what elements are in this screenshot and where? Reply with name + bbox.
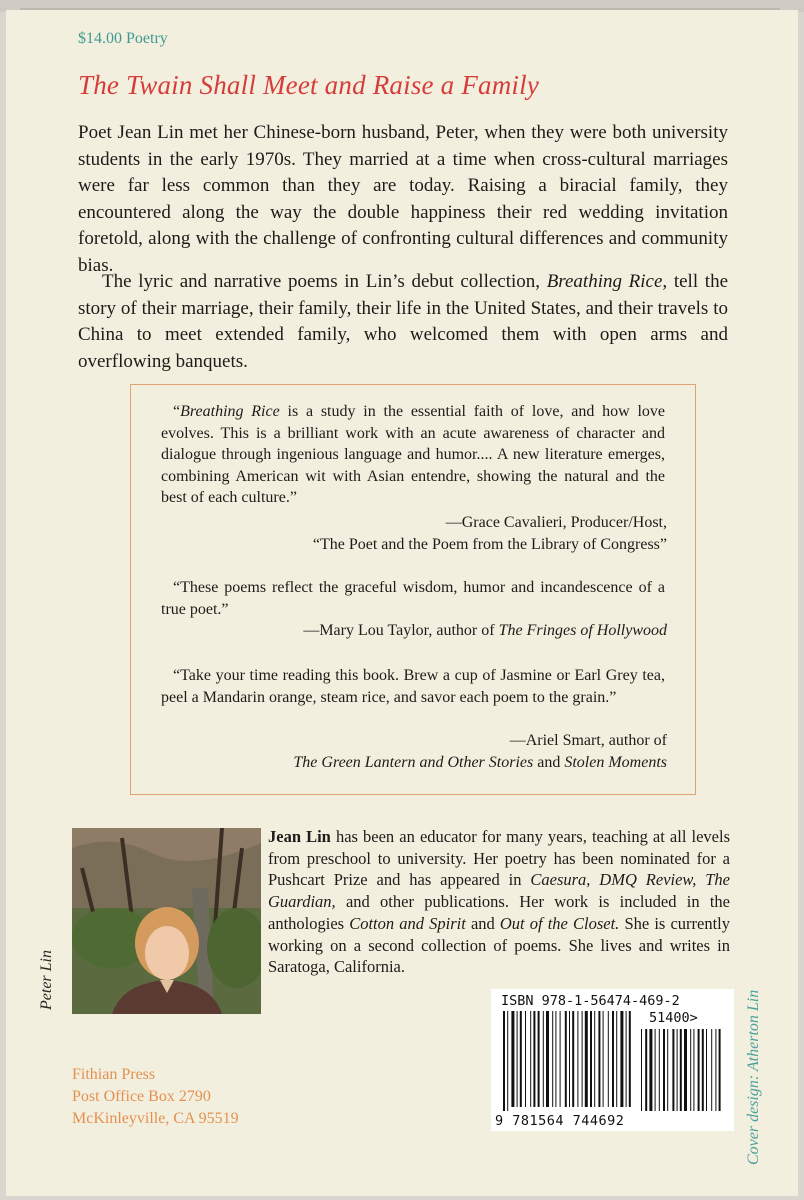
barcode-bar <box>511 1011 514 1107</box>
barcode-bar <box>594 1011 595 1107</box>
author-photo <box>72 828 261 1014</box>
barcode-bars <box>491 989 734 1131</box>
addon-bar <box>693 1029 694 1111</box>
quote-2: “These poems reflect the graceful wisdom, humor and incandescence of a true poet.” <box>161 579 665 618</box>
barcode-bar <box>590 1011 592 1107</box>
addon-bar <box>690 1029 691 1111</box>
addon-bar <box>641 1029 642 1111</box>
addon-bar <box>702 1029 704 1111</box>
addon-bar <box>655 1029 656 1111</box>
addon-bar <box>680 1029 682 1111</box>
book-title-inline: Breathing Rice, <box>546 271 668 292</box>
barcode-bar <box>616 1011 617 1107</box>
addon-bar <box>684 1029 687 1111</box>
addon-bar <box>667 1029 668 1111</box>
photo-credit: Peter Lin <box>38 950 55 1010</box>
barcode-bar <box>543 1011 544 1107</box>
barcode-bar <box>555 1011 556 1107</box>
author-bio: Jean Lin has been an educator for many years, teaching at all levels from preschool to university. Her poetry has been nominated for a Pushcart Prize and has appeared in Caesura, DMQ Review, The Guardian, and other publications. Her work is included in the anthologies Cotton and Spirit and Out of the Closet. She is currently working on a second collection of poems. She lives and writes in Saratoga, California. <box>268 827 730 977</box>
author-photo-illustration <box>72 828 261 1014</box>
barcode-bar <box>552 1011 553 1107</box>
barcode-bar <box>569 1011 570 1107</box>
book-blurb-title: The Twain Shall Meet and Raise a Family <box>78 70 539 100</box>
barcode-bar <box>582 1011 583 1107</box>
blurb-paragraph-1: Poet Jean Lin met her Chinese-born husband, Peter, when they were both university students in the early 1970s. They married at a time when cross-cultural marriages were far less common than they are today. Raising a biracial family, they encountered along the way the double happiness their red wedding invitation foretold, along with the challenge of confronting cultural differences and community bias. <box>78 122 728 276</box>
addon-bar <box>706 1029 707 1111</box>
praise-quotes-box <box>130 384 696 795</box>
blurb-paragraph-2: The lyric and narrative poems in Lin’s debut collection, Breathing Rice, tell the story of their marriage, their family, their life in the United States, and their travels to China to meet extended family, who welcomed them with open arms and overflowing banquets. <box>78 271 729 372</box>
addon-bar <box>672 1029 674 1111</box>
isbn-barcode <box>491 989 734 1131</box>
barcode-bar <box>598 1011 600 1107</box>
barcode-bar <box>626 1011 627 1107</box>
publisher-name: Fithian Press <box>72 1066 156 1083</box>
barcode-bar <box>620 1011 623 1107</box>
barcode-bar <box>530 1011 531 1107</box>
barcode-bar <box>585 1011 588 1107</box>
publisher-address-line-1: Post Office Box 2790 <box>72 1088 211 1105</box>
barcode-bar <box>520 1011 522 1107</box>
barcode-bar <box>533 1011 535 1107</box>
addon-bar <box>698 1029 700 1111</box>
author-name: Jean Lin <box>268 827 331 846</box>
quote-3-attribution: —Ariel Smart, author of The Green Lantern and Other Stories and Stolen Moments <box>293 732 667 771</box>
cover-design-credit: Cover design: Atherton Lin <box>745 989 762 1165</box>
barcode-bar <box>560 1011 561 1107</box>
barcode-bar <box>538 1011 540 1107</box>
barcode-bar <box>565 1011 567 1107</box>
addon-bar <box>649 1029 652 1111</box>
addon-bar <box>677 1029 678 1111</box>
addon-bar <box>719 1029 721 1111</box>
price-code: 51400> <box>649 1010 698 1026</box>
quote-1: “Breathing Rice is a study in the essential faith of love, and how love evolves. This is a brilliant work with an acute awareness of character and dialogue through ingenious language and humor.... A new literature emerges, combining American wit with Asian entendre, showing the natural and the best of each culture.” <box>161 403 665 506</box>
barcode-bar <box>517 1011 518 1107</box>
barcode-bar <box>572 1011 574 1107</box>
quote-1-attribution: —Grace Cavalieri, Producer/Host, “The Poet and the Poem from the Library of Congress” <box>312 514 667 553</box>
barcode-bar <box>525 1011 526 1107</box>
addon-bar <box>659 1029 660 1111</box>
quote-2-attribution: —Mary Lou Taylor, author of The Fringes of Hollywood <box>303 622 667 639</box>
quote-3: “Take your time reading this book. Brew a cup of Jasmine or Earl Grey tea, peel a Mandarin orange, steam rice, and savor each poem to the grain.” <box>161 667 665 706</box>
addon-bar <box>711 1029 712 1111</box>
publisher-info <box>72 1064 239 1130</box>
addon-bar <box>663 1029 665 1111</box>
ean-digits: 9 781564 744692 <box>495 1113 625 1129</box>
addon-bar <box>715 1029 716 1111</box>
barcode-bar <box>603 1011 604 1107</box>
barcode-bar <box>629 1011 631 1107</box>
barcode-bar <box>577 1011 578 1107</box>
barcode-bar <box>503 1011 505 1111</box>
barcode-bar <box>612 1011 614 1107</box>
barcode-bar <box>507 1011 508 1111</box>
price-label: $14.00 Poetry <box>78 30 168 47</box>
barcode-bar <box>546 1011 549 1107</box>
barcode-bar <box>608 1011 609 1107</box>
addon-bar <box>645 1029 647 1111</box>
isbn-text: ISBN 978-1-56474-469-2 <box>501 993 680 1009</box>
publisher-address-line-2: McKinleyville, CA 95519 <box>72 1110 239 1127</box>
